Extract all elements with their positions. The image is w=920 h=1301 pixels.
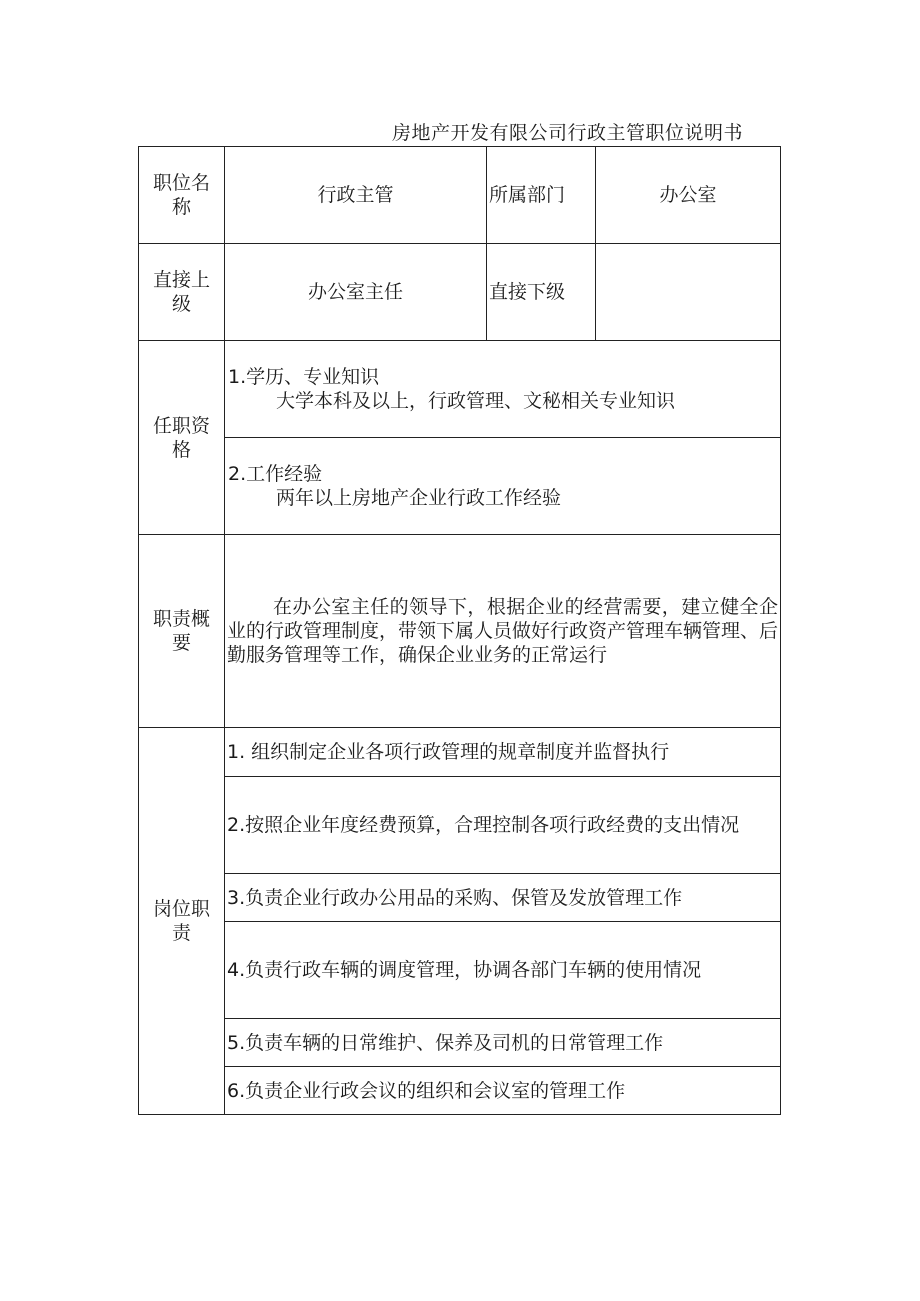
document-title: 房地产开发有限公司行政主管职位说明书 [392,122,744,144]
summary-label-cell [139,535,225,728]
qualification-item [225,341,781,438]
summary-label: 职责概要 [152,608,210,654]
department-value: 办公室 [596,147,781,244]
row-duty-6 [139,1067,781,1115]
duty-item [225,874,781,922]
subordinate-value [596,244,781,341]
duties-label: 岗位职责 [152,898,210,944]
position-name-label-cell [139,147,225,244]
qualification-heading: 2.工作经验 [228,463,323,485]
duty-item [225,728,781,777]
duty-text: 1. 组织制定企业各项行政管理的规章制度并监督执行 [227,741,670,763]
duty-text: 2.按照企业年度经费预算，合理控制各项行政经费的支出情况 [227,814,740,836]
superior-label: 直接上级 [152,269,210,315]
qualification-detail: 大学本科及以上，行政管理、文秘相关专业知识 [276,390,676,412]
summary-text: 在办公室主任的领导下，根据企业的经营需要，建立健全企业的行政管理制度，带领下属人员做好行政资产管理车辆管理、后勤服务管理等工作，确保企业业务的正常运行 [225,535,781,728]
duty-text: 4.负责行政车辆的调度管理，协调各部门车辆的使用情况 [227,959,702,981]
duty-text: 6.负责企业行政会议的组织和会议室的管理工作 [227,1079,626,1102]
row-summary [139,535,781,728]
duty-text: 3.负责企业行政办公用品的采购、保管及发放管理工作 [227,886,683,909]
qualification-item [225,438,781,535]
duty-item [225,922,781,1019]
duty-item [225,1019,781,1067]
qualification-detail: 两年以上房地产企业行政工作经验 [276,487,562,509]
duty-item [225,1067,781,1115]
qualifications-label: 任职资格 [152,414,210,461]
row-duty-3 [139,874,781,922]
row-duty-2 [139,777,781,874]
job-description-table [138,146,781,1115]
duty-item [225,777,781,874]
position-name-value: 行政主管 [225,147,487,244]
qualifications-label-cell [139,341,225,535]
department-label: 所属部门 [487,147,596,244]
row-duty-1 [139,728,781,777]
row-position [139,147,781,244]
subordinate-label: 直接下级 [487,244,596,341]
superior-label-cell [139,244,225,341]
position-name-label: 职位名称 [152,172,210,218]
superior-value: 办公室主任 [225,244,487,341]
row-duty-5 [139,1019,781,1067]
row-reporting [139,244,781,341]
row-duty-4 [139,922,781,1019]
duty-text: 5.负责车辆的日常维护、保养及司机的日常管理工作 [227,1031,664,1054]
qualification-heading: 1.学历、专业知识 [228,366,380,388]
row-qualification-2 [139,438,781,535]
row-qualification-1 [139,341,781,438]
duties-label-cell [139,728,225,1115]
